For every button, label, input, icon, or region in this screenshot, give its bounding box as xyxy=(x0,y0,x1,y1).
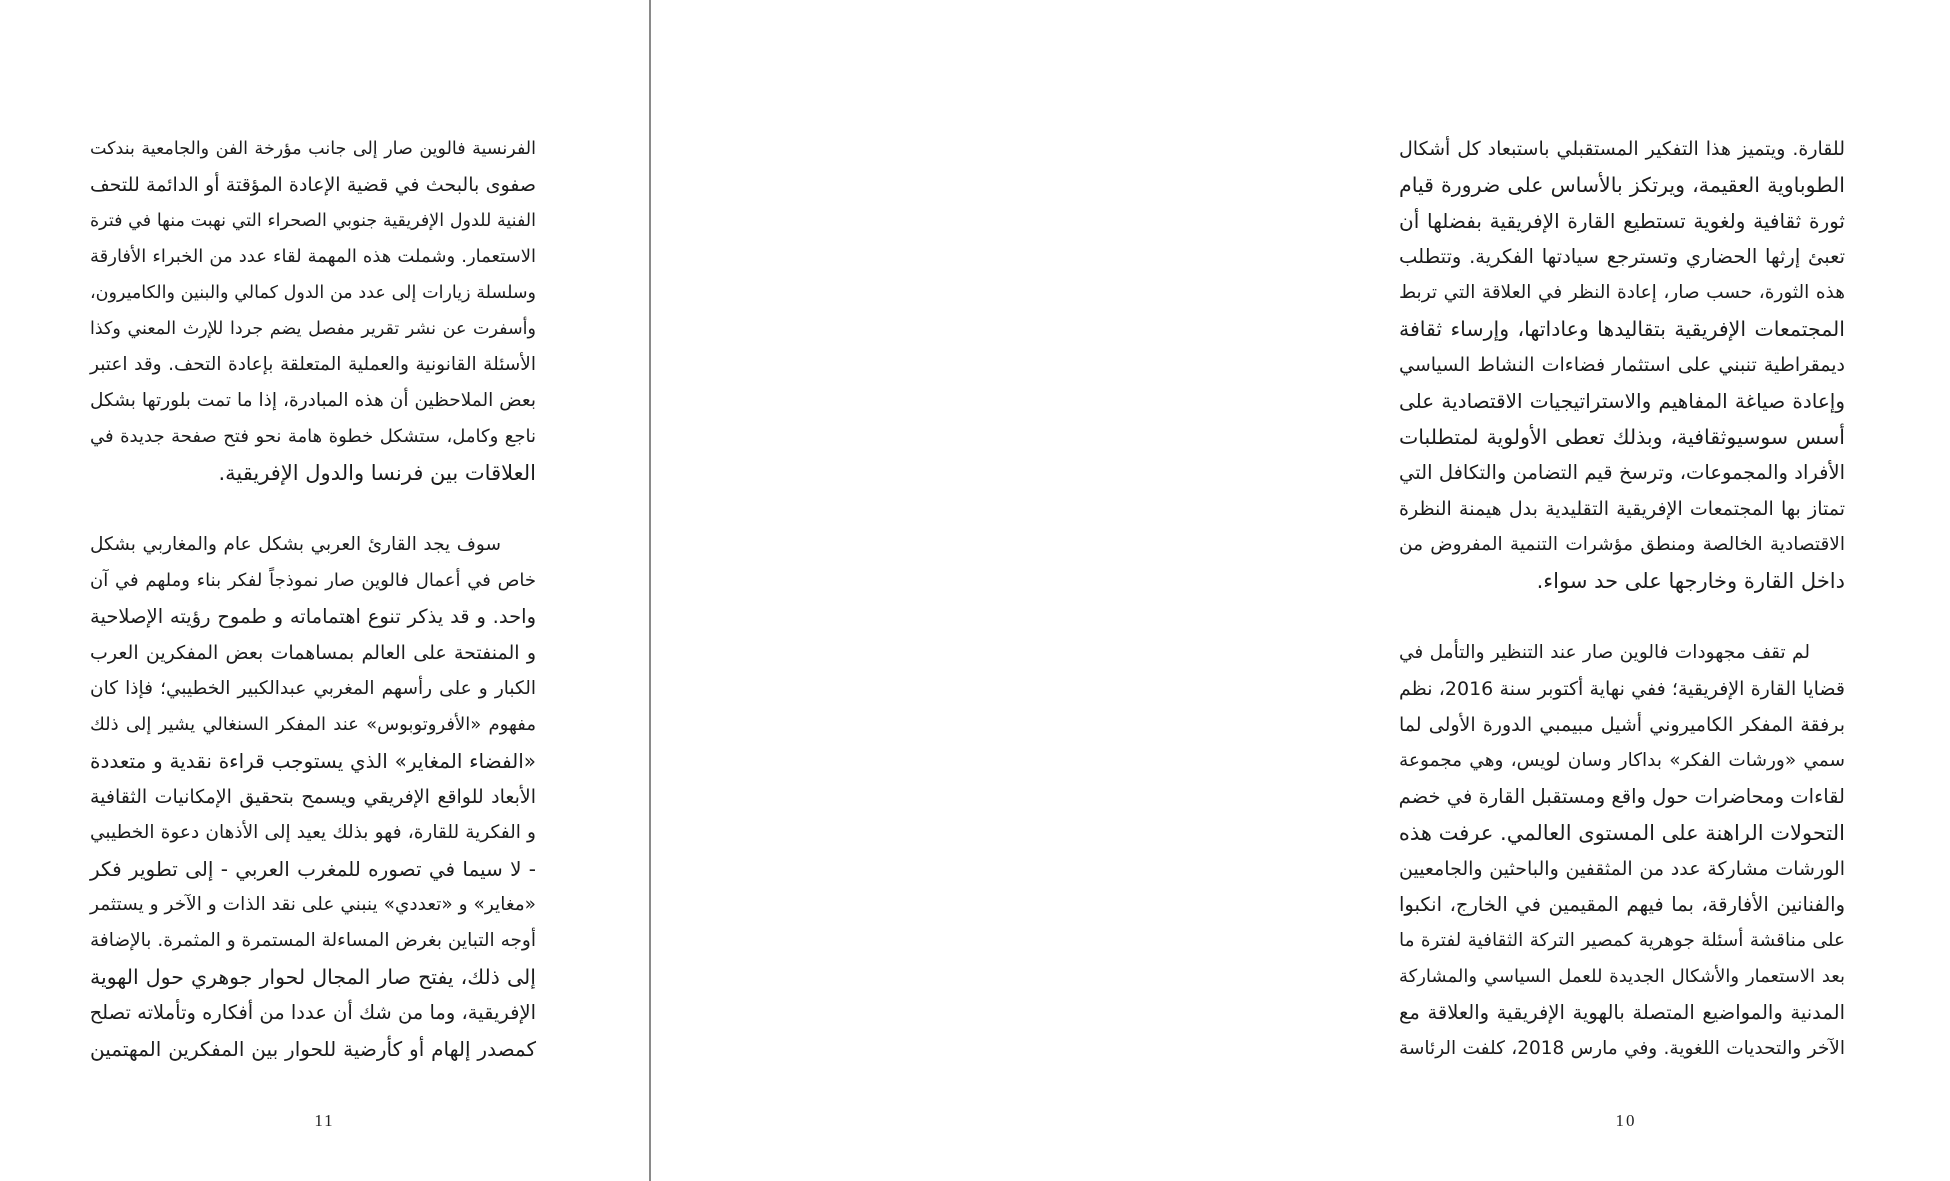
text-line: الأبعاد للواقع الإفريقي ويسمح بتحقيق الإمكانيات الثقافية xyxy=(90,786,536,808)
page-number-left: 11 xyxy=(314,1111,335,1130)
text-line: ناجع وكامل، ستشكل خطوة هامة نحو فتح صفحة جديدة في xyxy=(90,426,536,447)
text-line: لقاءات ومحاضرات حول واقع ومستقبل القارة في خضم xyxy=(1398,785,1845,808)
text-line: خاص في أعمال فالوين صار نموذجاً لفكر بناء وملهم في آن xyxy=(90,570,536,591)
text-line: هذه الثورة، حسب صار، إعادة النظر في العلاقة التي تربط xyxy=(1399,282,1845,303)
text-line: و الفكرية للقارة، فهو بذلك يعيد إلى الأذهان دعوة الخطيبي xyxy=(90,822,536,843)
text-line: قضايا القارة الإفريقية؛ ففي نهاية أكتوبر سنة 2016، نظم xyxy=(1399,678,1845,700)
text-line: العلاقات بين فرنسا والدول الإفريقية. xyxy=(218,461,536,485)
text-line: وأسفرت عن نشر تقرير مفصل يضم جردا للإرث المعني وكذا xyxy=(90,319,536,339)
text-line: الورشات مشاركة عدد من المثقفين والباحثين والجامعيين xyxy=(1399,858,1845,880)
page-right xyxy=(651,0,1845,1181)
paragraph xyxy=(1399,131,1845,599)
text-line: الطوباوية العقيمة، ويرتكز بالأساس على ضرورة قيام xyxy=(1399,173,1845,197)
page-text-left xyxy=(90,131,536,1067)
text-line: و المنفتحة على العالم بمساهمات بعض المفكرين العرب xyxy=(90,642,536,664)
text-line: التحولات الراهنة على المستوى العالمي. عرفت هذه xyxy=(1398,821,1845,845)
text-line: والفنانين الأفارقة، بما فيهم المقيمين في الخارج، انكبوا xyxy=(1399,893,1845,916)
text-line: الأسئلة القانونية والعملية المتعلقة بإعادة التحف. وقد اعتبر xyxy=(90,354,536,375)
text-line: «مغاير» و «تعددي» ينبني على نقد الذات و الآخر و يستثمر xyxy=(90,894,536,915)
text-line: - لا سيما في تصوره للمغرب العربي - إلى تطوير فكر xyxy=(90,857,536,881)
text-line: «الفضاء المغاير» الذي يستوجب قراءة نقدية و متعددة xyxy=(90,749,536,773)
text-line: لم تقف مجهودات فالوين صار عند التنظير والتأمل في xyxy=(1399,642,1810,663)
text-line: المجتمعات الإفريقية بتقاليدها وعاداتها، وإرساء ثقافة xyxy=(1399,317,1845,341)
text-line: تعبئ إرثها الحضاري وتسترجع سيادتها الفكرية. وتتطلب xyxy=(1399,245,1845,268)
text-line: واحد. و قد يذكر تنوع اهتماماته و طموح رؤيته الإصلاحية xyxy=(90,605,536,628)
text-line: وإعادة صياغة المفاهيم والاستراتيجيات الاقتصادية على xyxy=(1399,389,1845,413)
text-line: برفقة المفكر الكاميروني أشيل مبيمبي الدورة الأولى لما xyxy=(1399,714,1845,736)
text-line: بعض الملاحظين أن هذه المبادرة، إذا ما تمت بلورتها بشكل xyxy=(90,390,536,411)
text-line: الفنية للدول الإفريقية جنوبي الصحراء التي نهبت منها في فترة xyxy=(90,211,536,231)
text-line: الإفريقية، وما من شك أن عددا من أفكاره وتأملاته تصلح xyxy=(89,1001,536,1024)
paragraph xyxy=(90,527,536,1067)
text-line: الاقتصادية الخالصة ومنطق مؤشرات التنمية المفروض من xyxy=(1399,534,1845,555)
paragraph xyxy=(90,131,536,491)
text-line: إلى ذلك، يفتح صار المجال لحوار جوهري حول الهوية xyxy=(90,965,536,989)
text-line: ثورة ثقافية ولغوية تستطيع القارة الإفريقية بفضلها أن xyxy=(1399,209,1845,233)
text-line: مفهوم «الأفروتوبوس» عند المفكر السنغالي يشير إلى ذلك xyxy=(90,714,536,735)
page-number-right: 10 xyxy=(1615,1111,1637,1130)
text-line: الفرنسية فالوين صار إلى جانب مؤرخة الفن والجامعية بندكت xyxy=(90,139,536,159)
text-line: الآخر والتحديات اللغوية. وفي مارس 2018، كلفت الرئاسة xyxy=(1399,1038,1845,1059)
text-line: كمصدر إلهام أو كأرضية للحوار بين المفكرين المهتمين xyxy=(90,1037,536,1061)
paragraph xyxy=(1399,635,1845,1067)
text-line: سمي «ورشات الفكر» بداكار وسان لويس، وهي مجموعة xyxy=(1399,750,1845,771)
text-line: أوجه التباين بغرض المساءلة المستمرة و المثمرة. بالإضافة xyxy=(90,930,536,951)
text-line: بعد الاستعمار والأشكال الجديدة للعمل السياسي والمشاركة xyxy=(1399,966,1845,987)
page-text-right xyxy=(1399,131,1845,1067)
text-line: صفوى بالبحث في قضية الإعادة المؤقتة أو الدائمة للتحف xyxy=(90,174,536,196)
text-line: الكبار و على رأسهم المغربي عبدالكبير الخطيبي؛ فإذا كان xyxy=(90,678,536,699)
text-line: سوف يجد القارئ العربي بشكل عام والمغاربي بشكل xyxy=(90,534,501,555)
text-line: ديمقراطية تنبني على استثمار فضاءات النشاط السياسي xyxy=(1399,354,1845,376)
text-line: تمتاز بها المجتمعات الإفريقية التقليدية بدل هيمنة النظرة xyxy=(1399,498,1845,520)
text-line: للقارة. ويتميز هذا التفكير المستقبلي باستبعاد كل أشكال xyxy=(1399,138,1845,160)
text-line: الاستعمار. وشملت هذه المهمة لقاء عدد من الخبراء الأفارقة xyxy=(90,246,536,267)
text-line: وسلسلة زيارات إلى عدد من الدول كمالي والبنين والكاميرون، xyxy=(90,283,536,303)
text-line: على مناقشة أسئلة جوهرية كمصير التركة الثقافية لفترة ما xyxy=(1399,930,1845,951)
page-left xyxy=(0,0,649,1181)
text-line: أسس سوسيوثقافية، وبذلك تعطى الأولوية لمتطلبات xyxy=(1399,425,1845,449)
text-line: الأفراد والمجموعات، وترسخ قيم التضامن والتكافل التي xyxy=(1399,461,1845,484)
text-line: المدنية والمواضيع المتصلة بالهوية الإفريقية والعلاقة مع xyxy=(1399,1001,1845,1024)
text-line: داخل القارة وخارجها على حد سواء. xyxy=(1536,569,1845,593)
